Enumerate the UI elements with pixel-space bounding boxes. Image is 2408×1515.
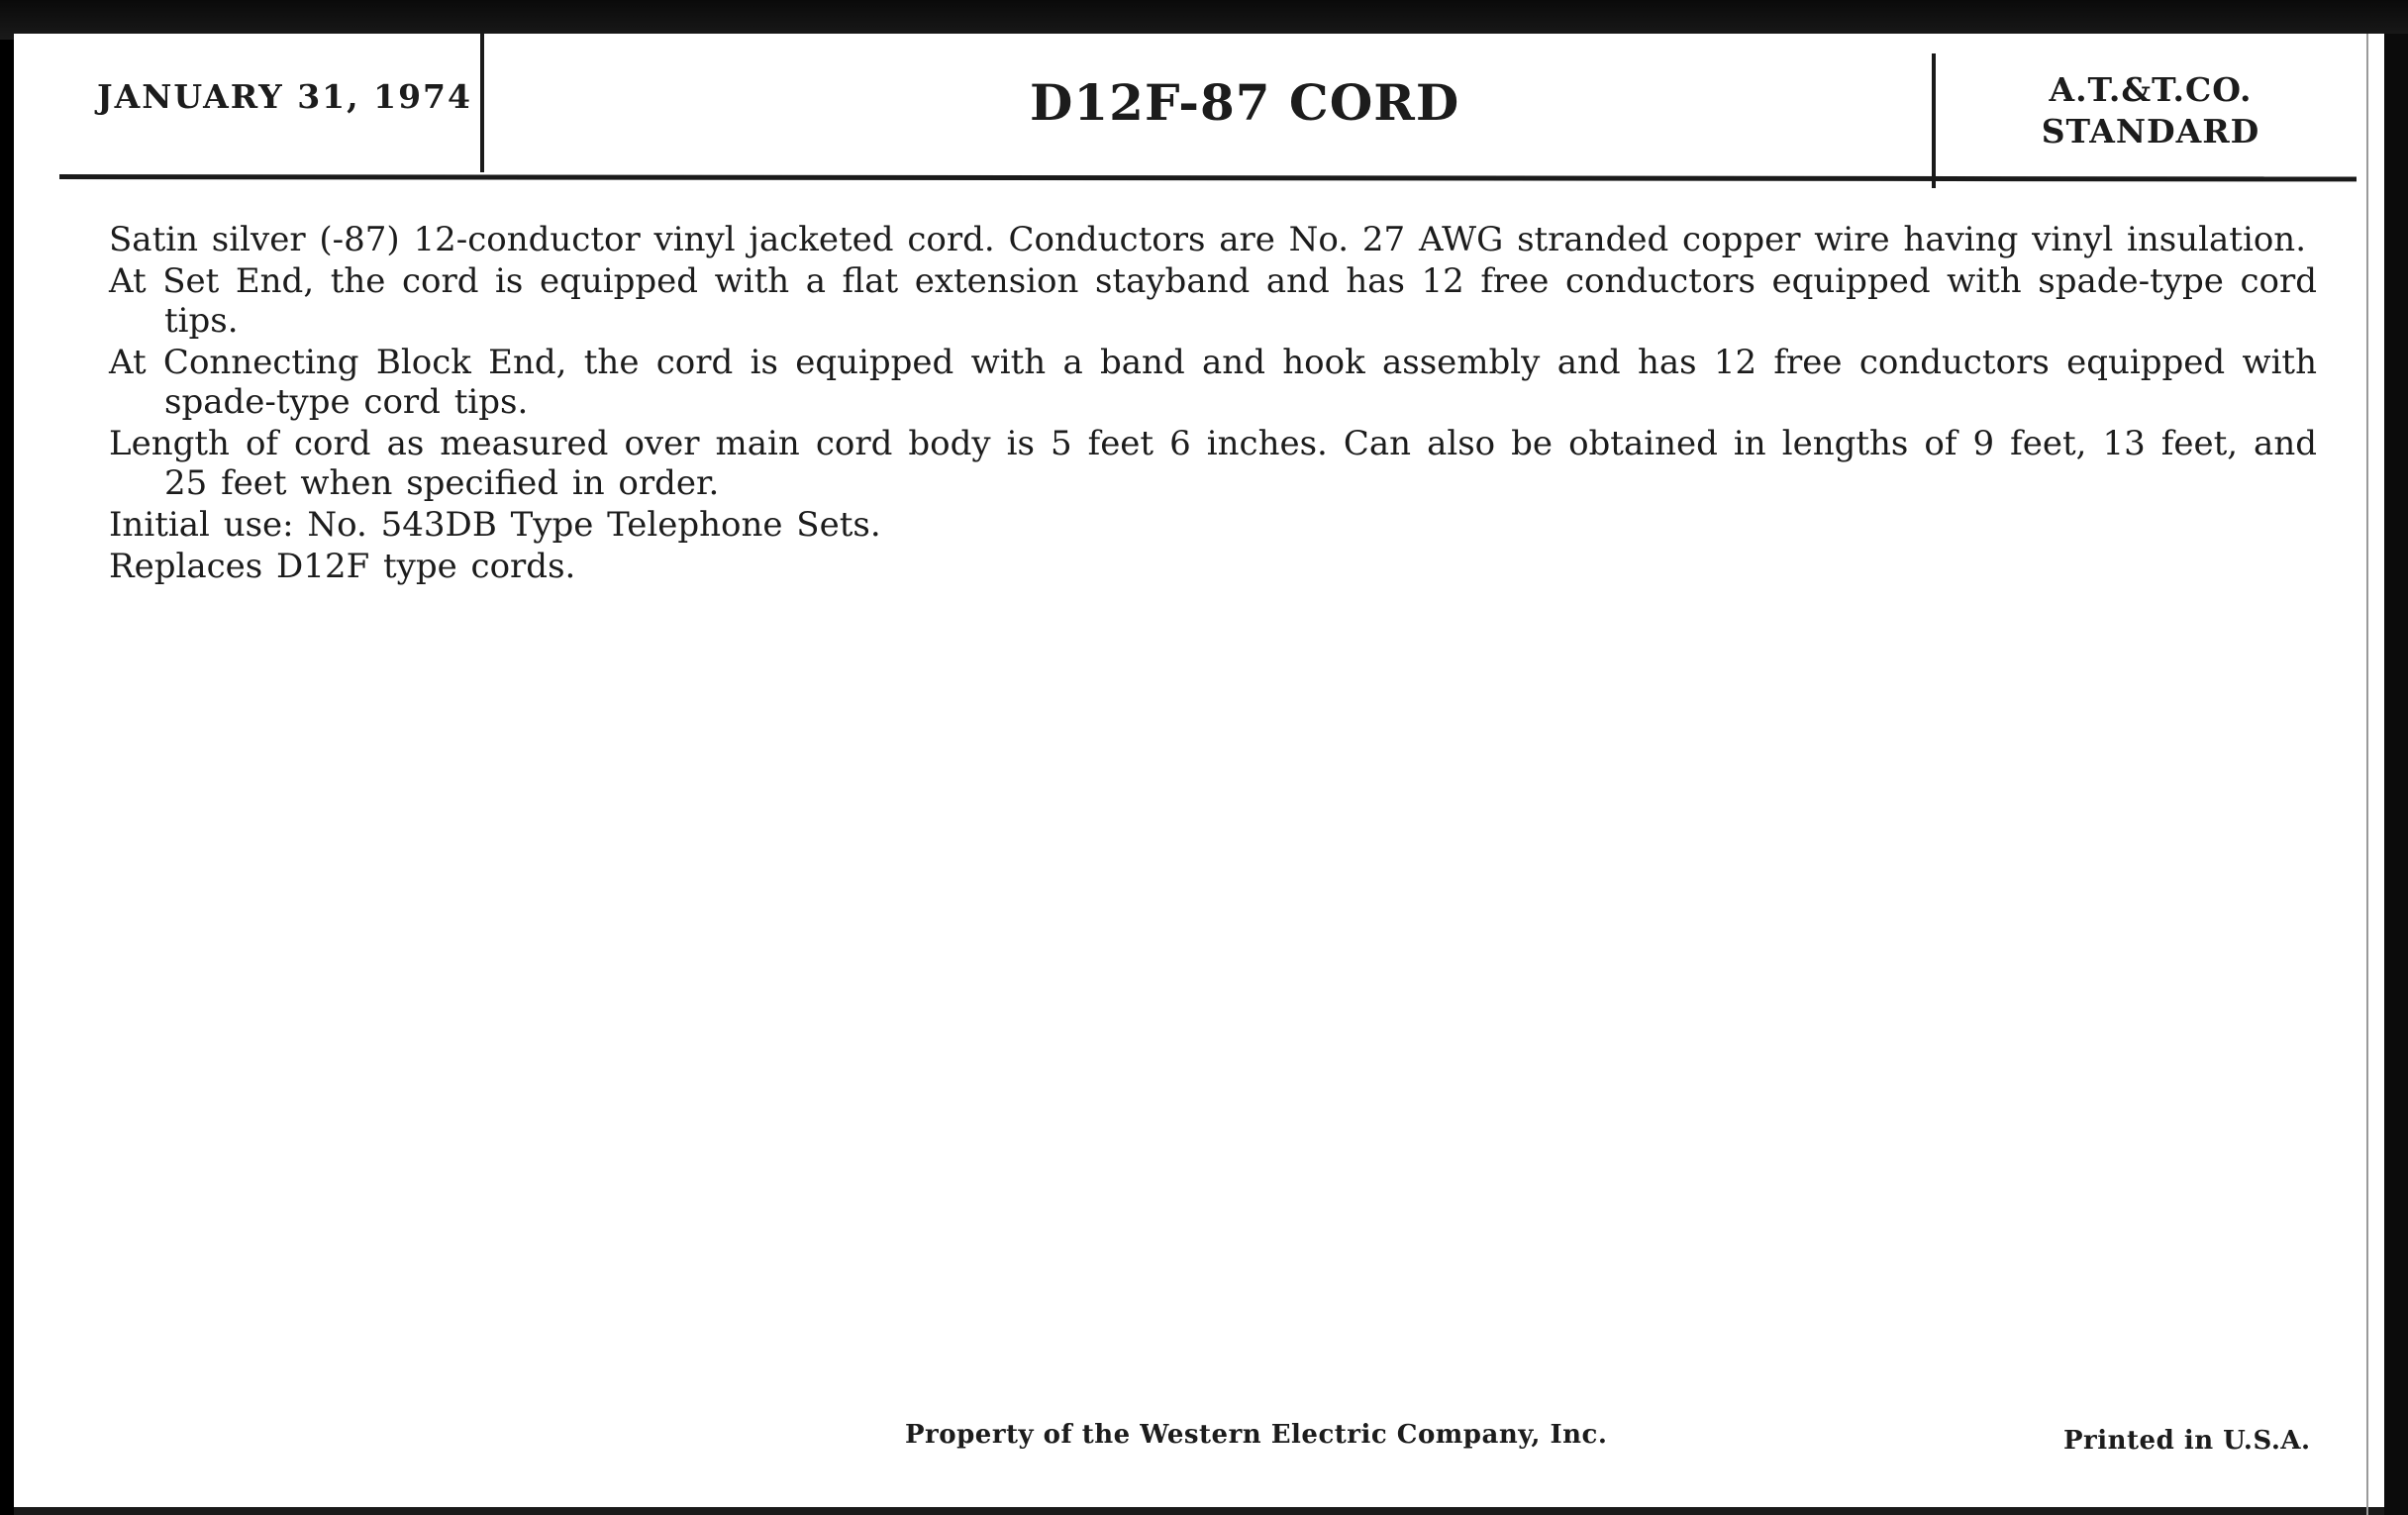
paragraph-length: Length of cord as measured over main cord body is 5 feet 6 inches. Can also be obtained in lengths of 9 feet, 13 feet, and 25 feet when specified in order. [109, 424, 2317, 503]
card-edge [2366, 34, 2368, 1515]
paragraph-connecting-block-end: At Connecting Block End, the cord is equipped with a band and hook assembly and has 12 free conductors equipped with spade-type cord tips. [109, 343, 2317, 422]
header-organization [2032, 69, 2269, 152]
header-date: JANUARY 31, 1974 [97, 77, 472, 116]
paragraph-replaces: Replaces D12F type cords. [109, 547, 576, 586]
paragraph-initial-use: Initial use: No. 543DB Type Telephone Sets. [109, 505, 881, 545]
footer-printed-in: Printed in U.S.A. [2063, 1426, 2311, 1456]
page-title: D12F-87 CORD [1030, 73, 1460, 132]
scan-background-right [2384, 34, 2408, 1515]
paragraph-description: Satin silver (-87) 12-conductor vinyl jacketed cord. Conductors are No. 27 AWG stranded copper wire having vinyl insulation. [109, 220, 2306, 259]
header-divider-right [1932, 53, 1936, 188]
footer-property-notice: Property of the Western Electric Company, Inc. [905, 1420, 1608, 1450]
paragraph-set-end: At Set End, the cord is equipped with a flat extension stayband and has 12 free conductors equipped with spade-type cord tips. [109, 261, 2317, 341]
organization-name: A.T.&T.CO. [2049, 70, 2253, 109]
specification-body [109, 220, 2317, 588]
scan-background-bottom [14, 1507, 2384, 1515]
organization-standard: STANDARD [2041, 112, 2260, 151]
header-divider-left [480, 34, 484, 172]
